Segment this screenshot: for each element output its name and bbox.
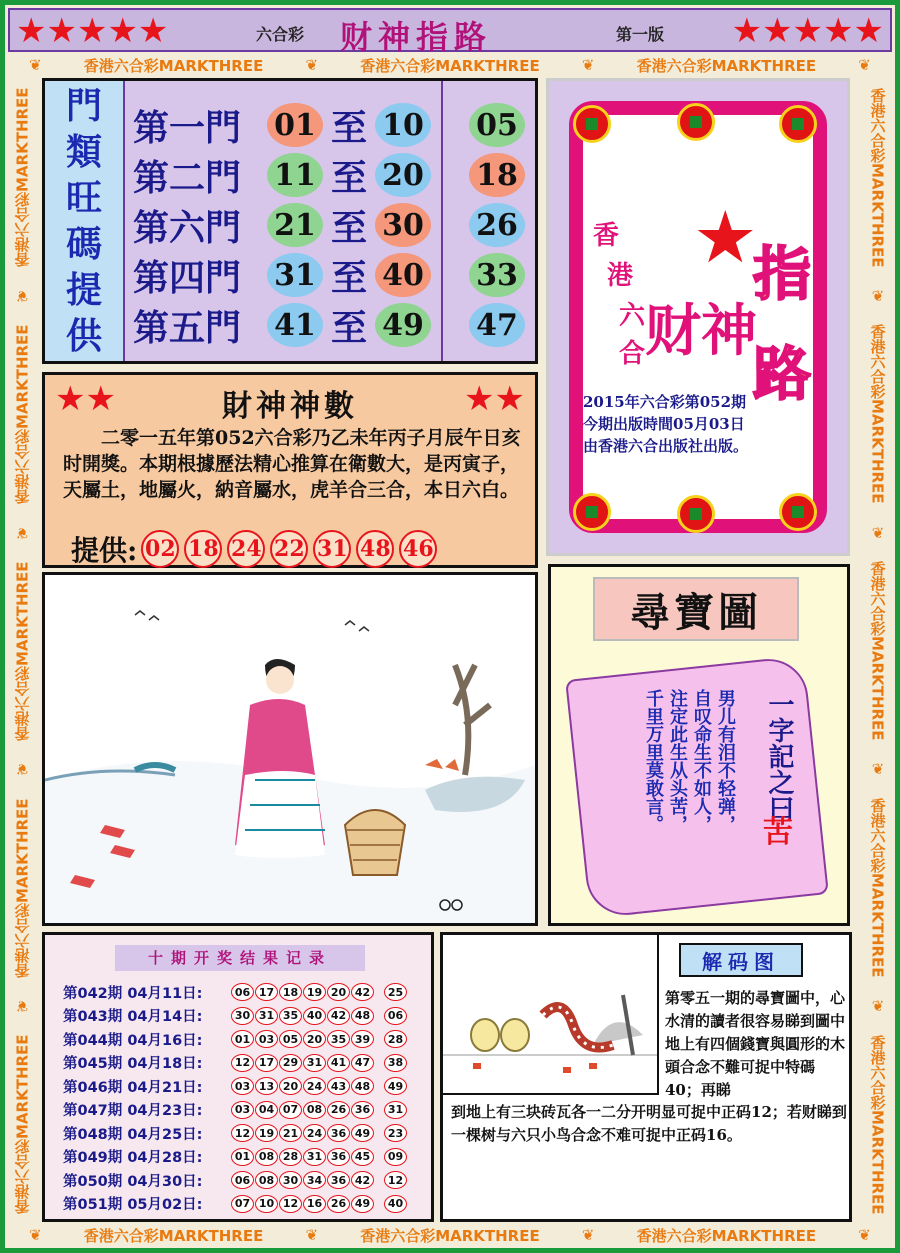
border-text: 香港六合彩MARKTHREE (13, 797, 32, 978)
illustration-panel (42, 572, 538, 926)
border-text: 香港六合彩MARKTHREE (636, 56, 817, 75)
door-from-ball: 01 (267, 103, 323, 147)
record-number: 18 (279, 983, 302, 1001)
door-to-ball: 49 (375, 303, 431, 347)
ad-vertical: 六 (619, 301, 646, 331)
record-number: 24 (303, 1124, 326, 1142)
door-row (133, 101, 431, 149)
record-number: 29 (279, 1054, 302, 1072)
page-title: 财神指路 (340, 18, 493, 56)
record-row (63, 1193, 408, 1215)
border-text: 香港六合彩MARKTHREE (360, 56, 540, 75)
heart-icon: ❦ (13, 286, 31, 305)
record-number: 31 (303, 1148, 326, 1166)
record-number: 21 (279, 1124, 302, 1142)
treasure-poem (641, 689, 737, 833)
border-text: 香港六合彩MARKTHREE (83, 56, 264, 75)
side-char: 門 (65, 85, 102, 127)
door-label: 第二門 (133, 156, 242, 199)
record-number: 30 (279, 1171, 302, 1189)
record-number: 04 (255, 1101, 278, 1119)
record-number: 07 (279, 1101, 302, 1119)
record-number: 31 (303, 1054, 326, 1072)
record-number: 26 (327, 1195, 350, 1213)
heart-icon: ❦ (869, 523, 887, 542)
record-special-number: 25 (384, 983, 407, 1001)
door-row (133, 201, 431, 249)
heart-icon: ❦ (13, 760, 31, 779)
poem-line: 男儿有泪不轻弹， (715, 689, 736, 833)
record-number: 06 (231, 983, 254, 1001)
door-label: 第六門 (133, 206, 242, 249)
heart-icon: ❦ (29, 56, 42, 74)
record-row (63, 1099, 408, 1121)
poem-line: 自叹命生不如人， (691, 689, 712, 833)
record-number: 19 (303, 983, 326, 1001)
record-number: 30 (231, 1007, 254, 1025)
record-number: 48 (351, 1007, 374, 1025)
record-number: 12 (279, 1195, 302, 1213)
heart-icon: ❦ (858, 1226, 871, 1244)
lucky-number: 48 (356, 530, 394, 568)
lucky-number: 02 (141, 530, 179, 568)
door-to-ball: 10 (375, 103, 431, 147)
coin-icon (677, 103, 715, 141)
ad-vertical: 合 (619, 339, 646, 369)
shenshu-stars-left: ★★ (55, 379, 116, 419)
border-text: 香港六合彩MARKTHREE (868, 1034, 887, 1215)
door-pick-ball: 33 (469, 253, 525, 297)
heart-icon: ❦ (29, 1226, 42, 1244)
shenshu-provide (71, 529, 442, 569)
shenshu-title: 財神神數 (222, 389, 358, 424)
record-special-number: 12 (384, 1171, 407, 1189)
ad-info (583, 391, 803, 457)
record-number: 06 (231, 1171, 254, 1189)
door-from-ball: 31 (267, 253, 323, 297)
border-text: 香港六合彩MARKTHREE (360, 1226, 540, 1245)
record-row (63, 1169, 408, 1191)
coin-icon (573, 493, 611, 531)
ad-info-line: 由香港六合出版社出版。 (583, 437, 749, 455)
door-pick-ball: 26 (469, 203, 525, 247)
record-label: 第043期 04月14日: (63, 1009, 203, 1025)
record-number: 12 (231, 1054, 254, 1072)
border-text: 香港六合彩MARKTHREE (83, 1226, 264, 1245)
heart-icon: ❦ (13, 997, 31, 1016)
lucky-number: 46 (399, 530, 437, 568)
record-label: 第044期 04月16日: (63, 1032, 203, 1049)
heart-icon: ❦ (858, 56, 871, 74)
record-label: 第051期 05月02日: (63, 1197, 203, 1213)
record-special-number: 49 (384, 1077, 407, 1095)
record-number: 08 (303, 1101, 326, 1119)
ad-zhi: 指 (753, 240, 812, 308)
record-number: 03 (255, 1030, 278, 1048)
record-label: 第047期 04月23日: (63, 1103, 203, 1119)
coin-icon (779, 105, 817, 143)
record-number: 12 (231, 1124, 254, 1142)
lucky-number: 22 (270, 530, 308, 568)
door-to-ball: 20 (375, 153, 431, 197)
side-char: 類 (65, 131, 102, 173)
heart-icon: ❦ (869, 286, 887, 305)
record-number: 13 (255, 1077, 278, 1095)
records-panel (42, 932, 434, 1222)
record-label: 第046期 04月21日: (63, 1079, 203, 1096)
record-row (63, 1028, 408, 1050)
record-special-number: 28 (384, 1030, 407, 1048)
door-from-ball: 21 (267, 203, 323, 247)
lucky-number: 18 (184, 530, 222, 568)
record-number: 19 (255, 1124, 278, 1142)
header-banner (8, 8, 892, 56)
treasure-panel (548, 564, 850, 926)
record-number: 45 (351, 1148, 374, 1166)
records-title: 十期开奖结果记录 (115, 945, 365, 971)
border-text: 香港六合彩MARKTHREE (868, 324, 887, 505)
ad-vertical: 港 (607, 261, 634, 291)
heart-icon: ❦ (869, 997, 887, 1016)
record-label: 第049期 04月28日: (63, 1150, 203, 1166)
record-number: 36 (327, 1124, 350, 1142)
record-number: 48 (351, 1077, 374, 1095)
ad-lu: 路 (753, 340, 812, 408)
border-top (8, 54, 892, 76)
record-row (63, 1005, 408, 1027)
heart-icon: ❦ (869, 760, 887, 779)
shenshu-text: 二零一五年第052六合彩乃乙未年丙子月辰午日亥时開獎。本期根據歷法精心推算在衛數大，是丙寅子，天屬土，地屬火，納音屬水，虎羊合三合，本日六白。 (63, 427, 521, 501)
border-text: 香港六合彩MARKTHREE (636, 1226, 817, 1245)
door-row (133, 301, 431, 349)
heart-icon: ❦ (581, 56, 595, 74)
heart-icon: ❦ (305, 1226, 319, 1244)
record-number: 05 (279, 1030, 302, 1048)
record-number: 28 (279, 1148, 302, 1166)
record-number: 36 (327, 1148, 350, 1166)
border-text: 香港六合彩MARKTHREE (13, 87, 32, 268)
header-stars-right: ★★★★★ (731, 11, 884, 51)
door-pick-ball: 47 (469, 303, 525, 347)
record-row (63, 1146, 408, 1168)
door-to-word: 至 (331, 156, 368, 199)
door-panel (42, 78, 538, 364)
record-label: 第045期 04月18日: (63, 1056, 203, 1072)
ad-info-line: 今期出版時間05月03日 (583, 415, 745, 433)
record-number: 03 (231, 1077, 254, 1095)
coin-icon (573, 105, 611, 143)
record-special-number: 06 (384, 1007, 407, 1025)
door-to-word: 至 (331, 206, 368, 249)
record-number: 08 (255, 1148, 278, 1166)
record-number: 01 (231, 1148, 254, 1166)
shenshu-stars-right: ★★ (464, 379, 525, 419)
record-number: 16 (303, 1195, 326, 1213)
poem-line: 注定此生从头苦， (667, 689, 688, 833)
border-left (10, 78, 34, 1224)
record-number: 20 (303, 1030, 326, 1048)
border-right (866, 78, 890, 1224)
snake-illustration (443, 935, 657, 1093)
ad-big-title: 财神 (645, 298, 757, 364)
record-number: 36 (327, 1171, 350, 1189)
record-number: 24 (303, 1077, 326, 1095)
record-special-number: 38 (384, 1054, 407, 1072)
treasure-motto: 一字記之曰 (764, 691, 794, 821)
border-text: 香港六合彩MARKTHREE (868, 561, 887, 741)
shenshu-panel (42, 372, 538, 568)
door-from-ball: 41 (267, 303, 323, 347)
door-side-title (45, 81, 125, 361)
ad-frame (569, 101, 827, 533)
poem-line: 千里万里莫敢言。 (643, 689, 664, 833)
door-to-word: 至 (331, 306, 368, 349)
header-left-label: 六合彩 (256, 25, 305, 44)
record-number: 31 (255, 1007, 278, 1025)
record-label: 第048期 04月25日: (63, 1126, 203, 1143)
heart-icon: ❦ (581, 1226, 595, 1244)
header-stars-left: ★★★★★ (16, 11, 169, 51)
ad-vertical: 香 (593, 221, 620, 251)
record-special-number: 09 (384, 1148, 407, 1166)
record-number: 26 (327, 1101, 350, 1119)
door-to-word: 至 (331, 106, 368, 149)
treasure-motto-char: 苦 (763, 815, 793, 850)
red-star-icon: ★ (693, 195, 758, 279)
record-number: 34 (303, 1171, 326, 1189)
heart-icon: ❦ (13, 523, 31, 542)
door-row (133, 151, 431, 199)
record-number: 49 (351, 1124, 374, 1142)
record-number: 03 (231, 1101, 254, 1119)
record-number: 47 (351, 1054, 374, 1072)
record-number: 17 (255, 983, 278, 1001)
border-bottom (8, 1224, 892, 1246)
record-number: 01 (231, 1030, 254, 1048)
border-text: 香港六合彩MARKTHREE (13, 1034, 32, 1215)
door-to-ball: 30 (375, 203, 431, 247)
record-number: 41 (327, 1054, 350, 1072)
door-to-ball: 40 (375, 253, 431, 297)
door-label: 第五門 (133, 306, 242, 349)
door-label: 第一門 (133, 106, 242, 149)
record-label: 第050期 04月30日: (63, 1173, 203, 1190)
ad-info-line: 2015年六合彩第052期 (583, 393, 747, 411)
edition-label: 第一版 (616, 25, 665, 44)
border-text: 香港六合彩MARKTHREE (13, 561, 32, 741)
record-row (63, 981, 408, 1003)
record-label: 第042期 04月11日: (63, 985, 203, 1002)
border-text: 香港六合彩MARKTHREE (13, 324, 32, 505)
caishen-ad-panel (546, 78, 850, 556)
lucky-number: 31 (313, 530, 351, 568)
record-number: 49 (351, 1195, 374, 1213)
side-char: 碼 (65, 223, 102, 265)
record-number: 43 (327, 1077, 350, 1095)
record-row (63, 1075, 408, 1097)
decode-illustration (443, 935, 659, 1095)
record-row (63, 1122, 408, 1144)
decode-panel (440, 932, 852, 1222)
record-number: 10 (255, 1195, 278, 1213)
record-number: 42 (327, 1007, 350, 1025)
record-number: 39 (351, 1030, 374, 1048)
decode-title: 解码图 (679, 943, 803, 977)
record-number: 20 (327, 983, 350, 1001)
decode-text-1: 第零五一期的尋寶圖中，心水清的讀者很容易睇到圖中地上有四個錢寶與圓形的木頭合念不難可捉中特碼40；再睇 (665, 989, 846, 1099)
heart-icon: ❦ (305, 56, 319, 74)
door-label: 第四門 (133, 256, 242, 299)
record-number: 08 (255, 1171, 278, 1189)
record-number: 35 (327, 1030, 350, 1048)
provide-label: 提供: (71, 534, 138, 567)
door-pick-ball: 05 (469, 103, 525, 147)
border-text: 香港六合彩MARKTHREE (868, 87, 887, 268)
door-to-word: 至 (331, 256, 368, 299)
record-special-number: 23 (384, 1124, 407, 1142)
record-number: 35 (279, 1007, 302, 1025)
decode-text-2: 到地上有三块砖瓦各一二分开明显可捉中正码12；若财睇到一棵树与六只小鸟合念不难可捉中正码16。 (451, 1103, 847, 1144)
door-pick-ball: 18 (469, 153, 525, 197)
record-number: 42 (351, 1171, 374, 1189)
record-number: 17 (255, 1054, 278, 1072)
side-char: 供 (65, 315, 102, 357)
record-number: 36 (351, 1101, 374, 1119)
door-divider (441, 81, 443, 361)
coin-icon (779, 493, 817, 531)
record-number: 42 (351, 983, 374, 1001)
record-row (63, 1052, 408, 1074)
border-text: 香港六合彩MARKTHREE (868, 797, 887, 978)
side-char: 旺 (65, 177, 102, 219)
door-row (133, 251, 431, 299)
record-number: 20 (279, 1077, 302, 1095)
record-special-number: 31 (384, 1101, 407, 1119)
lucky-number: 24 (227, 530, 265, 568)
coin-icon (677, 495, 715, 533)
record-special-number: 40 (384, 1195, 407, 1213)
lady-illustration (45, 575, 535, 923)
record-number: 07 (231, 1195, 254, 1213)
treasure-title: 尋寶圖 (593, 577, 799, 641)
record-number: 40 (303, 1007, 326, 1025)
side-char: 提 (65, 269, 102, 311)
door-from-ball: 11 (267, 153, 323, 197)
